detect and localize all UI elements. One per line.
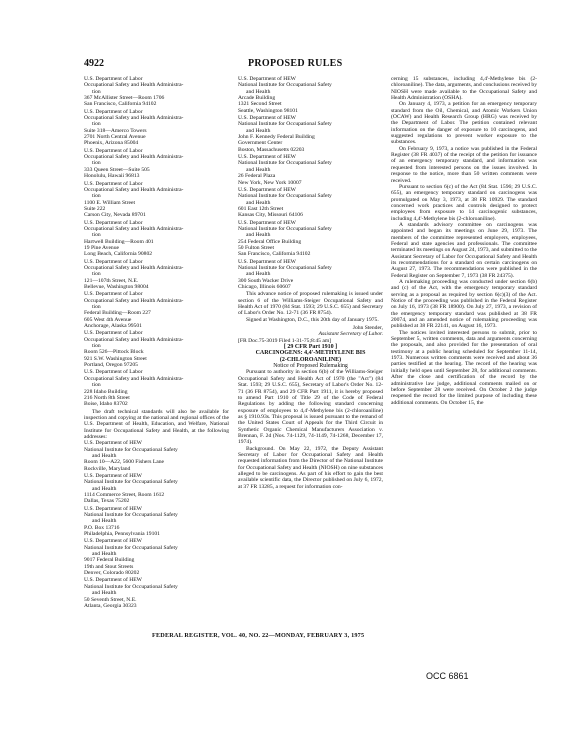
column-1: [84, 76, 229, 610]
address-line: U.S. Department of HEW: [84, 577, 142, 584]
address-block: [84, 440, 229, 472]
address-line: 1114 Commerce Street, Room 1612: [84, 492, 165, 498]
cfr-part: [ 29 CFR Part 1910 ]: [283, 344, 338, 351]
address-line: 50 Seventh Street, N.E.: [84, 596, 137, 603]
address-line: Federal Building—Room 227: [84, 310, 151, 317]
address-line: and Health: [92, 551, 117, 558]
address-block: [238, 154, 383, 186]
address-line: Occupational Safety and Health Administra-: [84, 154, 184, 161]
address-line: National Institute for Occupational Safety: [238, 160, 332, 167]
address-line: Room 526—Pittock Block: [84, 349, 144, 356]
paragraph: A standards advisory committee on carcinogens was appointed and began its meetings on June 29, 1973. The members of the committee represented employers, employees, Federal and state agencies and professionals. The committee terminated its meetings on August 24, 1973, and submitted to the Assistant Secretary of Labor for Occupational Safety and Health its recommendations for a standard on certain carcinogens on August 27, 1973. The recommendations were published in the Federal Register on September 7, 1973 (38 FR 24375).: [391, 221, 537, 279]
page-header: [0, 58, 574, 72]
address-line: tion: [92, 343, 101, 350]
address-line: 228 Idaho Building: [84, 388, 128, 395]
address-line: New York, New York 10007: [238, 179, 302, 186]
column-3: [391, 76, 537, 406]
hew-address-list: [84, 440, 229, 609]
paragraph: On January 4, 1973, a petition for an emergency temporary standard from the Oil, Chemical, and Atomic Workers Union (OCAW) and Health Research Group (HRG) was received by the Department of Labor. The petition contained relevant information on the danger of exposure to 10 carcinogens, and suggested regulations to prevent worker exposure to the substances.: [391, 101, 537, 146]
paragraph: The draft technical standards will also be available for inspection and copying at the national and regional offices of the U.S. Department of Health, Education, and Welfare, National Institute for Occupational Safety and Health, at the following addresses:: [84, 408, 229, 440]
address-line: U.S. Department of Labor: [84, 330, 143, 337]
paragraph: Pursuant to authority in section 6(b) of the Williams-Steiger Occupational Safety and Health Act of 1970 (the "Act") (84 Stat. 1593; 29 U.S.C. 655), Secretary of Labor's Order No. 12-71 (36 FR 8754), and 29 CFR Part 1911, it is hereby proposed to amend Part 1910 of Title 29 of the Code of Federal Regulations by adding the following standard concerning exposure of employees to 4,4'-Methylene bis (2-chloroaniline) as § 1910.93s. This proposal is issued pursuant to the remand of the United States Court of Appeals for the Third Circuit in Synthetic Organic Chemical Manufacturers Association v. Brennan, F. 2d (Nos. 74-1129, 74-1149, 74-1268, December 17, 1974).: [238, 369, 383, 446]
hew-address-list: [238, 76, 383, 290]
address-line: San Francisco, California 94102: [84, 101, 157, 108]
address-line: Bellevue, Washington 98004: [84, 284, 149, 290]
address-line: P.O. Box 13716: [84, 524, 120, 531]
address-line: National Institute for Occupational Safety: [84, 544, 178, 551]
address-line: San Francisco, California 94102: [238, 251, 311, 258]
paragraph: This advance notice of proposed rulemaking is issued under section 6 of the Williams-Steiger Occupational Safety and Health Act of 1970 (84 Stat. 1593; 29 U.S.C. 655) and Secretary of Labor's Order No. 12-71 (36 FR 8754).: [238, 291, 383, 317]
address-line: tion: [92, 304, 101, 311]
address-line: U.S. Department of HEW: [84, 538, 142, 545]
address-line: 367 McAllister Street—Room 1706: [84, 95, 165, 102]
address-line: 26 Federal Plaza: [238, 173, 276, 180]
signer-title: Assistant Secretary of Labor.: [318, 331, 383, 338]
address-line: and Health: [246, 88, 271, 95]
address-line: tion: [92, 160, 101, 167]
address-line: 601 East 12th Street: [238, 205, 284, 212]
address-line: Long Beach, California 90802: [84, 251, 153, 258]
address-line: 19th and Stout Streets: [84, 563, 134, 570]
address-line: National Institute for Occupational Safety: [84, 583, 178, 590]
address-line: Suite 318—Amerco Towers: [84, 127, 147, 134]
address-line: Rockville, Maryland: [84, 465, 131, 472]
section-title: PROPOSED RULES: [248, 58, 343, 69]
address-line: Phoenix, Arizona 85004: [84, 140, 139, 147]
address-line: Seattle, Washington 98101: [238, 107, 298, 114]
rule-heading-sub: (2-CHLOROANILINE): [279, 356, 342, 363]
address-line: U.S. Department of HEW: [238, 115, 296, 122]
address-line: and Health: [92, 518, 117, 525]
address-line: 300 South Wacker Drive: [238, 277, 294, 284]
address-block: [84, 181, 229, 219]
address-line: Government Center: [238, 140, 283, 147]
address-line: U.S. Department of Labor: [84, 369, 143, 376]
address-line: U.S. Department of Labor: [84, 291, 143, 298]
dol-address-list: [84, 76, 229, 408]
address-line: Occupational Safety and Health Administra-: [84, 336, 184, 343]
address-line: U.S. Department of HEW: [238, 76, 296, 82]
address-line: National Institute for Occupational Safety: [238, 225, 332, 232]
address-block: [84, 259, 229, 291]
address-line: Honolulu, Hawaii 96813: [84, 173, 140, 180]
signer-name: John Stender,: [352, 325, 383, 332]
address-line: Occupational Safety and Health Administra-: [84, 225, 184, 232]
address-line: U.S. Department of Labor: [84, 147, 143, 154]
address-block: [84, 76, 229, 108]
address-line: and Health: [246, 232, 271, 239]
address-block: [84, 369, 229, 407]
paragraph: Signed at Washington, D.C., this 20th day of January 1975.: [246, 316, 379, 323]
address-line: Boise, Idaho 83702: [84, 401, 128, 408]
address-line: National Institute for Occupational Safety: [238, 193, 332, 200]
address-line: 921 S.W. Washington Street: [84, 355, 147, 362]
address-line: 216 North 8th Street: [84, 394, 130, 401]
address-line: tion: [92, 232, 101, 239]
address-line: and Health: [246, 271, 271, 278]
address-line: U.S. Department of HEW: [84, 505, 142, 512]
signature-block: [238, 325, 383, 338]
address-line: U.S. Department of Labor: [84, 180, 143, 187]
address-line: National Institute for Occupational Safety: [84, 446, 178, 453]
address-line: 1100 E. William Street: [84, 199, 136, 206]
address-line: tion: [92, 193, 101, 200]
address-line: tion: [92, 271, 101, 278]
address-line: 254 Federal Office Building: [238, 238, 302, 245]
address-block: [84, 506, 229, 538]
address-line: 605 West 4th Avenue: [84, 316, 132, 323]
address-line: Denver, Colorado 80202: [84, 570, 140, 577]
paragraph: Background. On May 22, 1972, the Deputy Assistant Secretary of Labor for Occupational Safety and Health requested information from the Director of the National Institute for Occupational Safety and Health (NIOSH) on nine substances alleged to be carcinogens. As part of his effort to gain the best available scientific data, the Director published on July 6, 1972, at 37 FR 13285, a request for information con-: [238, 445, 383, 490]
address-block: [84, 220, 229, 258]
address-line: and Health: [246, 127, 271, 134]
address-line: Dallas, Texas 75202: [84, 498, 130, 505]
address-line: Occupational Safety and Health Administra-: [84, 115, 184, 122]
address-line: Atlanta, Georgia 30323: [84, 602, 137, 609]
address-line: National Institute for Occupational Safety: [84, 512, 178, 519]
page-footer: FEDERAL REGISTER, VOL. 40, NO. 22—MONDAY, FEBRUARY 3, 1975: [152, 632, 365, 639]
archive-stamp: OCC 6861: [426, 671, 469, 681]
address-line: and Health: [246, 166, 271, 173]
address-line: Arcade Building: [238, 95, 276, 102]
address-line: U.S. Department of HEW: [84, 440, 142, 447]
address-line: 121—107th Street, N.E.: [84, 277, 139, 284]
address-line: John F. Kennedy Federal Building: [238, 134, 315, 141]
address-block: [238, 115, 383, 153]
address-line: Occupational Safety and Health Administra-: [84, 297, 184, 304]
address-line: U.S. Department of HEW: [238, 154, 296, 161]
address-block: [84, 109, 229, 147]
address-line: 9017 Federal Building: [84, 557, 135, 564]
address-line: Occupational Safety and Health Administra-: [84, 186, 184, 193]
address-block: [238, 220, 383, 258]
paragraph: A rulemaking proceeding was conducted under section 6(b) and (c) of the Act, with the emergency temporary standard serving as a proposal as required by section 6(c)(3) of the Act. Notice of the proceeding was published in the Federal Register on July 16, 1973 (38 FR 18900). On July 27, 1973, a revision of the emergency temporary standard was published at 38 FR 20074, and an amended notice of rulemaking proceeding was published at 38 FR 22141, on August 16, 1973.: [391, 279, 537, 330]
address-line: Room 10—A22, 5600 Fishers Lane: [84, 459, 165, 466]
address-line: Occupational Safety and Health Administra-: [84, 82, 184, 89]
paragraph: Pursuant to section 6(c) of the Act (84 Stat. 1596; 29 U.S.C. 655), an emergency temporary standard on carcinogens was promulgated on May 3, 1973, at 38 FR 10929. The standard concerned work practices and controls designed to protect employees from exposure to 14 carcinogenic substances, including 4,4'-Methylene bis (2-chloroaniline).: [391, 183, 537, 222]
address-line: U.S. Department of HEW: [238, 186, 296, 193]
address-block: [84, 538, 229, 576]
address-line: U.S. Department of HEW: [238, 258, 296, 265]
address-line: 1321 Second Street: [238, 101, 282, 108]
address-line: tion: [92, 121, 101, 128]
address-line: National Institute for Occupational Safety: [238, 121, 332, 128]
address-line: U.S. Department of HEW: [238, 219, 296, 226]
address-line: National Institute for Occupational Safety: [238, 82, 332, 89]
paragraph: The notices invited interested persons to submit, prior to September 5, written comments, data and arguments concerning the proposals, and also provided for the presentation of oral testimony at a public hearing scheduled for September 11-14, 1973. Numerous written comments were received and about 36 parties testified at the hearing. The record of the hearing was initially held open until September 28, for additional comments. After the close and certification of the record by the administrative law judge, additional comments mailed on or before September 28 were received. On October 2 the judge reopened the record for the limited purpose of including these additional comments. On October 15, the: [391, 329, 537, 406]
address-line: 50 Fulton Street: [238, 244, 275, 251]
address-line: and Health: [92, 590, 117, 597]
address-line: Suite 222: [84, 205, 106, 212]
paragraph: cerning 15 substances, including 4,4'-Methylene bis (2-chloroaniline). The data, arguments, and conclusions received by NIOSH were made available to the Occupational Safety and Health Administration (OSHA).: [391, 76, 537, 102]
address-line: Chicago, Illinois 60607: [238, 284, 291, 290]
address-line: Boston, Massachusetts 02203: [238, 146, 305, 153]
column-2: [238, 76, 383, 490]
address-line: U.S. Department of Labor: [84, 76, 143, 82]
address-block: [238, 259, 383, 291]
notice-type: Notice of Proposed Rulemaking: [273, 363, 348, 370]
address-line: and Health: [92, 452, 117, 459]
fr-doc-line: [FR Doc.75-3019 Filed 1-31-75;8:45 am]: [238, 337, 332, 344]
address-line: National Institute for Occupational Safety: [238, 264, 332, 271]
address-line: Occupational Safety and Health Administra-: [84, 264, 184, 271]
address-block: [84, 291, 229, 329]
address-line: U.S. Department of Labor: [84, 258, 143, 265]
address-line: tion: [92, 382, 101, 389]
paragraph: On February 9, 1973, a notice was published in the Federal Register (38 FR 4037) of the receipt of the petition for issuance of an emergency temporary standard, and information was requested from interested persons on the issues involved. In response to the notice, more than 50 written comments were received.: [391, 145, 537, 184]
address-line: Occupational Safety and Health Administra-: [84, 375, 184, 382]
address-line: Hartwell Building—Room 401: [84, 238, 154, 245]
address-line: National Institute for Occupational Safety: [84, 479, 178, 486]
address-line: 2701 North Central Avenue: [84, 134, 146, 141]
address-line: Carson City, Nevada 89701: [84, 212, 146, 219]
address-line: Philadelphia, Pennsylvania 19101: [84, 531, 160, 538]
address-block: [84, 473, 229, 505]
address-block: [84, 577, 229, 609]
address-line: 19 Pine Avenue: [84, 244, 120, 251]
address-line: Anchorage, Alaska 99501: [84, 323, 142, 330]
address-line: and Health: [92, 485, 117, 492]
address-line: and Health: [246, 199, 271, 206]
address-line: Kansas City, Missouri 64106: [238, 212, 303, 219]
address-block: [238, 76, 383, 114]
address-line: U.S. Department of Labor: [84, 219, 143, 226]
address-block: [238, 187, 383, 219]
address-block: [84, 330, 229, 368]
address-line: tion: [92, 88, 101, 95]
rule-heading: CARCINOGENS: 4,4'-METHYLENE BIS: [255, 350, 366, 357]
address-line: U.S. Department of HEW: [84, 472, 142, 479]
address-block: [84, 148, 229, 180]
address-line: Portland, Oregon 97205: [84, 362, 138, 369]
address-line: 333 Queen Street—Suite 505: [84, 166, 150, 173]
address-line: U.S. Department of Labor: [84, 108, 143, 115]
page-number: 4922: [84, 58, 104, 69]
